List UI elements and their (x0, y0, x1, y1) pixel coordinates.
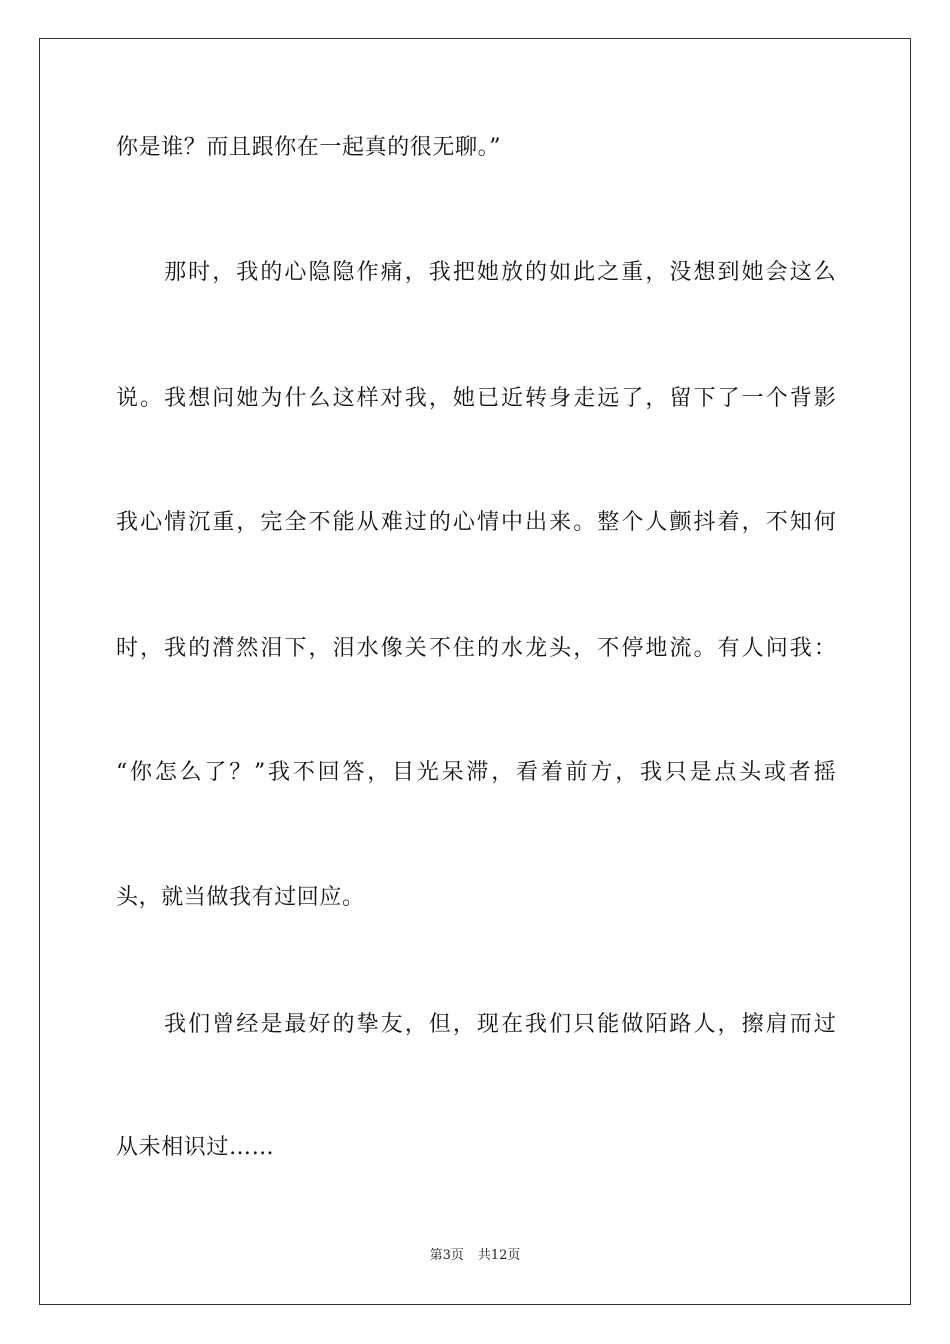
text-char: 对 (380, 386, 403, 411)
text-char: 着 (717, 510, 740, 535)
text-char: ， (645, 386, 668, 411)
text-char: 头 (739, 760, 762, 785)
text-char: ” (254, 760, 266, 785)
text-char: 时 (116, 636, 139, 661)
text-char: 而 (789, 1012, 812, 1037)
text-char: ， (367, 760, 390, 785)
text-char: 流 (669, 636, 692, 661)
text-char: 呆 (441, 760, 464, 785)
text-char: 中 (501, 510, 524, 535)
text-char: 她 (452, 386, 475, 411)
text-char: 抖 (693, 510, 716, 535)
page-total: 共12页 (477, 1248, 521, 1263)
text-char: 重 (212, 510, 235, 535)
text-char (140, 258, 162, 288)
text-char: 来 (549, 510, 572, 535)
paragraph-line-6 (116, 758, 836, 788)
text-char: 友 (380, 1012, 403, 1037)
text-char: 一 (741, 386, 764, 411)
text-char: 回 (317, 760, 340, 785)
text-char: 隐 (308, 260, 331, 285)
text-char: 完 (260, 510, 283, 535)
text-char: 我 (640, 760, 663, 785)
text-char: 过 (404, 510, 427, 535)
text-char (140, 1010, 162, 1040)
text-char: 这 (332, 386, 355, 411)
text-char: 们 (549, 1012, 572, 1037)
text-char: 肩 (765, 1012, 788, 1037)
text-char: 过 (813, 1012, 836, 1037)
paragraph-line-5 (116, 634, 836, 664)
text-char: 为 (260, 386, 283, 411)
text-char: 知 (789, 510, 812, 535)
text-char: 泪 (332, 636, 355, 661)
text-char: 么 (813, 260, 836, 285)
text-char: 然 (236, 636, 259, 661)
text-char: 人 (645, 510, 668, 535)
text-char: 经 (236, 1012, 259, 1037)
text-char: 不 (292, 760, 315, 785)
text-char: 擦 (741, 1012, 764, 1037)
text-char: 好 (308, 1012, 331, 1037)
text-char: 说 (116, 386, 139, 411)
text-char: 光 (416, 760, 439, 785)
text-char: 重 (621, 260, 644, 285)
text-char: 不 (597, 636, 620, 661)
text-char: 方 (590, 760, 613, 785)
text-char: 。 (140, 386, 163, 411)
text-char: 有 (717, 636, 740, 661)
text-char: 像 (380, 636, 403, 661)
text-char: 的 (188, 636, 211, 661)
paragraph-line-7: 头，就当做我有过回应。 (116, 885, 365, 910)
text-char: ， (404, 260, 427, 285)
text-char: ， (573, 636, 596, 661)
text-char: 最 (284, 1012, 307, 1037)
paragraph-line-1: 你是谁？而且跟你在一起真的很无聊。” (116, 135, 502, 160)
text-char: 你 (130, 760, 153, 785)
text-char: 么 (179, 760, 202, 785)
text-char: 已 (476, 386, 499, 411)
text-char: 我 (525, 1012, 548, 1037)
text-char: 我 (268, 760, 291, 785)
text-char: 的 (428, 510, 451, 535)
text-char: 我 (164, 636, 187, 661)
text-char: 了 (717, 386, 740, 411)
text-char: 想 (693, 260, 716, 285)
paragraph-line-4 (116, 508, 836, 538)
paragraph-line-9: 从未相识过…… (116, 1135, 275, 1160)
text-char: 摇 (813, 760, 836, 785)
paragraph-line-8 (116, 1010, 836, 1040)
text-char: 了 (621, 386, 644, 411)
text-char: 泪 (260, 636, 283, 661)
text-char: 的 (332, 1012, 355, 1037)
text-char: 如 (549, 260, 572, 285)
text-char: 问 (765, 636, 788, 661)
text-char: 是 (689, 760, 712, 785)
text-char: 隐 (332, 260, 355, 285)
text-char: 的 (476, 636, 499, 661)
text-char: 问 (212, 386, 235, 411)
text-char: 不 (428, 636, 451, 661)
text-char: 情 (164, 510, 187, 535)
text-char: 作 (356, 260, 379, 285)
text-char: 下 (284, 636, 307, 661)
text-char: 是 (260, 1012, 283, 1037)
text-char: 看 (516, 760, 539, 785)
text-char: 但 (428, 1012, 451, 1037)
text-char: ， (741, 510, 764, 535)
page-border (39, 38, 911, 1305)
text-char: 头 (549, 636, 572, 661)
text-char: ： (813, 636, 836, 661)
text-char: ， (404, 1012, 427, 1037)
text-char: 只 (664, 760, 687, 785)
text-char: 现 (476, 1012, 499, 1037)
text-char: 龙 (525, 636, 548, 661)
text-char: 她 (236, 386, 259, 411)
text-char: 心 (452, 510, 475, 535)
text-char: 我 (428, 260, 451, 285)
text-char: 想 (188, 386, 211, 411)
text-char: 把 (452, 260, 475, 285)
text-char: 不 (765, 510, 788, 535)
text-char: 全 (284, 510, 307, 535)
page-number: 第3页 (429, 1248, 464, 1263)
text-char: 背 (789, 386, 812, 411)
text-char: 放 (500, 260, 523, 285)
text-char: 颤 (669, 510, 692, 535)
text-char: ？ (229, 760, 252, 785)
text-char: 何 (813, 510, 836, 535)
text-char: ， (491, 760, 514, 785)
text-char: 沉 (188, 510, 211, 535)
text-char: 此 (573, 260, 596, 285)
text-char: 情 (476, 510, 499, 535)
text-char: ， (645, 260, 668, 285)
text-char: 这 (789, 260, 812, 285)
text-char: ， (140, 636, 163, 661)
text-char: 她 (741, 260, 764, 285)
text-char: 水 (356, 636, 379, 661)
text-char: 不 (308, 510, 331, 535)
text-char: 近 (501, 386, 524, 411)
text-char: 潸 (212, 636, 235, 661)
text-char: 路 (669, 1012, 692, 1037)
text-char: 么 (308, 386, 331, 411)
text-char: 能 (597, 1012, 620, 1037)
text-char: 时 (188, 260, 211, 285)
text-char: 或 (763, 760, 786, 785)
text-char: 点 (714, 760, 737, 785)
text-char: 没 (669, 260, 692, 285)
text-char: 能 (332, 510, 355, 535)
text-char: 住 (452, 636, 475, 661)
text-char: 在 (500, 1012, 523, 1037)
text-char: 远 (597, 386, 620, 411)
text-char: 到 (717, 260, 740, 285)
text-char: 转 (525, 386, 548, 411)
text-char: ， (615, 760, 638, 785)
text-char: 的 (525, 260, 548, 285)
text-char: 人 (693, 1012, 716, 1037)
text-char: 走 (573, 386, 596, 411)
text-char: 什 (284, 386, 307, 411)
text-char: 出 (525, 510, 548, 535)
text-char: 。 (573, 510, 596, 535)
text-char: 着 (540, 760, 563, 785)
text-char (116, 258, 138, 288)
text-char: ， (428, 386, 451, 411)
text-char: 。 (693, 636, 716, 661)
text-char: 陌 (645, 1012, 668, 1037)
text-char: 们 (188, 1012, 211, 1037)
text-char: 挚 (356, 1012, 379, 1037)
text-char: 心 (284, 260, 307, 285)
text-char: 我 (236, 260, 259, 285)
text-char: “ (116, 760, 128, 785)
text-char: 我 (789, 636, 812, 661)
text-char: 个 (765, 386, 788, 411)
text-char: 只 (573, 1012, 596, 1037)
text-char: ， (452, 1012, 475, 1037)
text-char: 我 (164, 386, 187, 411)
text-char: 我 (404, 386, 427, 411)
text-char: 之 (597, 260, 620, 285)
text-char: 滞 (466, 760, 489, 785)
text-char: 答 (342, 760, 365, 785)
text-char: 从 (356, 510, 379, 535)
text-char: 个 (621, 510, 644, 535)
text-char: 影 (813, 386, 836, 411)
text-char: 会 (765, 260, 788, 285)
text-char: 样 (356, 386, 379, 411)
text-char: 前 (565, 760, 588, 785)
text-char: ， (212, 260, 235, 285)
text-char (116, 1010, 138, 1040)
text-char: 难 (380, 510, 403, 535)
paragraph-line-2 (116, 258, 836, 288)
text-char: 停 (621, 636, 644, 661)
text-char: ， (236, 510, 259, 535)
text-char: 人 (741, 636, 764, 661)
text-char: 身 (549, 386, 572, 411)
text-char: 我 (116, 510, 139, 535)
text-char: 痛 (380, 260, 403, 285)
text-char: 曾 (212, 1012, 235, 1037)
text-char: 者 (788, 760, 811, 785)
text-char: 下 (693, 386, 716, 411)
text-char: ， (717, 1012, 740, 1037)
text-char: 我 (164, 1012, 187, 1037)
text-char: 水 (501, 636, 524, 661)
text-char: 心 (140, 510, 163, 535)
text-char: 她 (476, 260, 499, 285)
text-char: 了 (204, 760, 227, 785)
text-char: ， (308, 636, 331, 661)
text-char: 地 (645, 636, 668, 661)
text-char: 那 (164, 260, 187, 285)
text-char: 留 (669, 386, 692, 411)
text-char: 的 (260, 260, 283, 285)
text-char: 整 (597, 510, 620, 535)
text-char: 怎 (154, 760, 177, 785)
text-char: 关 (404, 636, 427, 661)
text-char: 做 (621, 1012, 644, 1037)
page-footer (0, 1247, 950, 1265)
text-char: 目 (392, 760, 415, 785)
paragraph-line-3 (116, 384, 836, 414)
